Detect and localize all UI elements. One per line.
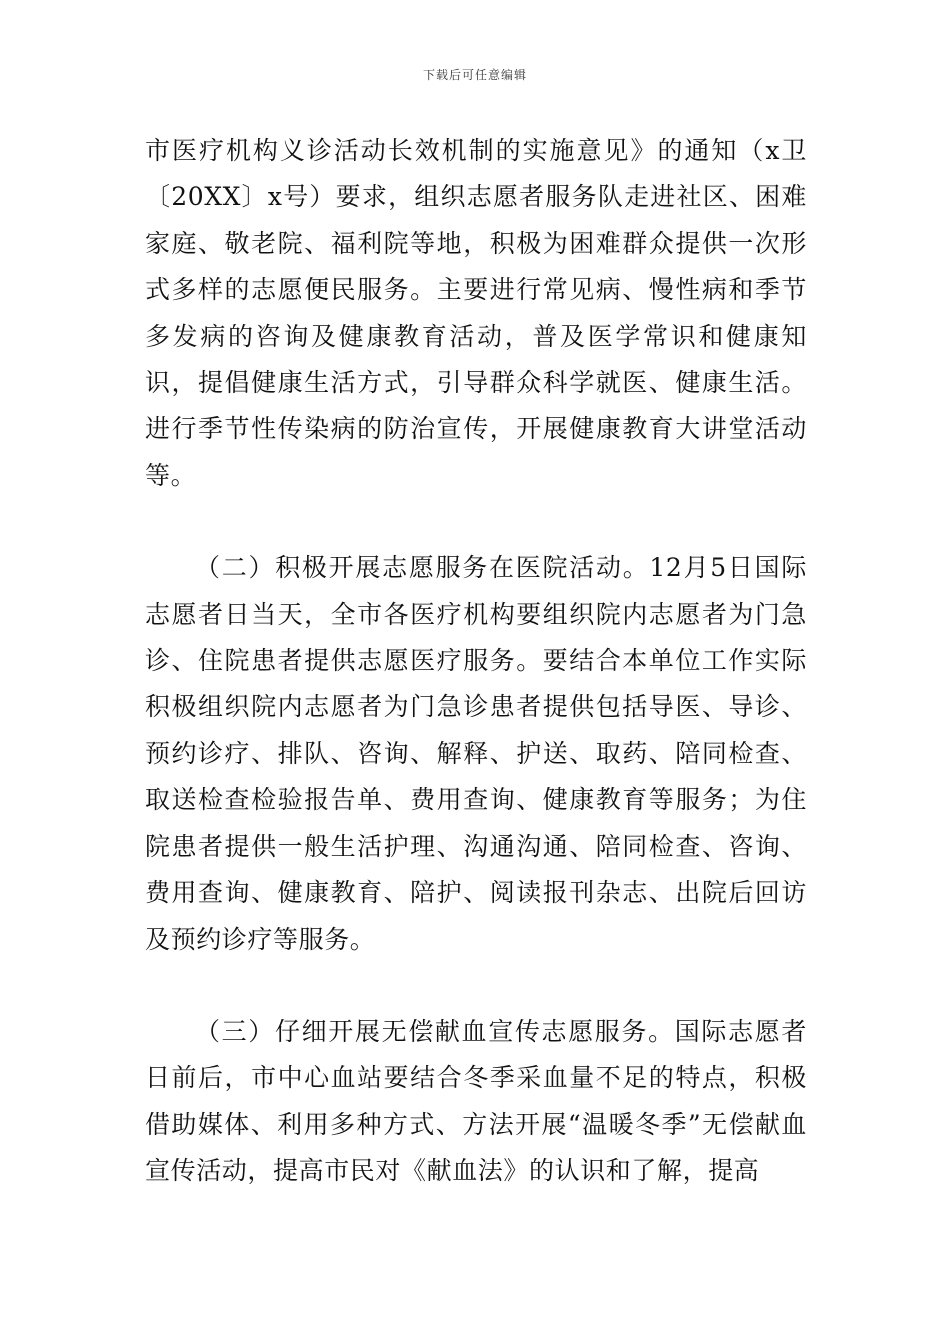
page-header-note: 下载后可任意编辑 — [422, 68, 527, 82]
paragraph-section-3: （三）仔细开展无偿献血宣传志愿服务。国际志愿者日前后，市中心血站要结合冬季采血量不足的特点，积极借助媒体、利用多种方式、方法开展“温暖冬季”无偿献血宣传活动，提高市民对《献血法》的认识和了解，提高 — [145, 1016, 807, 1186]
document-body — [145, 128, 807, 1195]
paragraph-section-2: （二）积极开展志愿服务在医院活动。12月5日国际志愿者日当天，全市各医疗机构要组织院内志愿者为门急诊、住院患者提供志愿医疗服务。要结合本单位工作实际积极组织院内志愿者为门急诊患者提供包括导医、导诊、预约诊疗、排队、咨询、解释、护送、取药、陪同检查、取送检查检验报告单、费用查询、健康教育等服务；为住院患者提供一般生活护理、沟通沟通、陪同检查、咨询、费用查询、健康教育、陪护、阅读报刊杂志、出院后回访及预约诊疗等服务。 — [145, 553, 807, 954]
paragraph-continuation: 市医疗机构义诊活动长效机制的实施意见》的通知（x卫〔20XX〕x号）要求，组织志愿者服务队走进社区、困难家庭、敬老院、福利院等地，积极为困难群众提供一次形式多样的志愿便民服务。主要进行常见病、慢性病和季节多发病的咨询及健康教育活动，普及医学常识和健康知识，提倡健康生活方式，引导群众科学就医、健康生活。进行季节性传染病的防治宣传，开展健康教育大讲堂活动等。 — [145, 136, 807, 490]
